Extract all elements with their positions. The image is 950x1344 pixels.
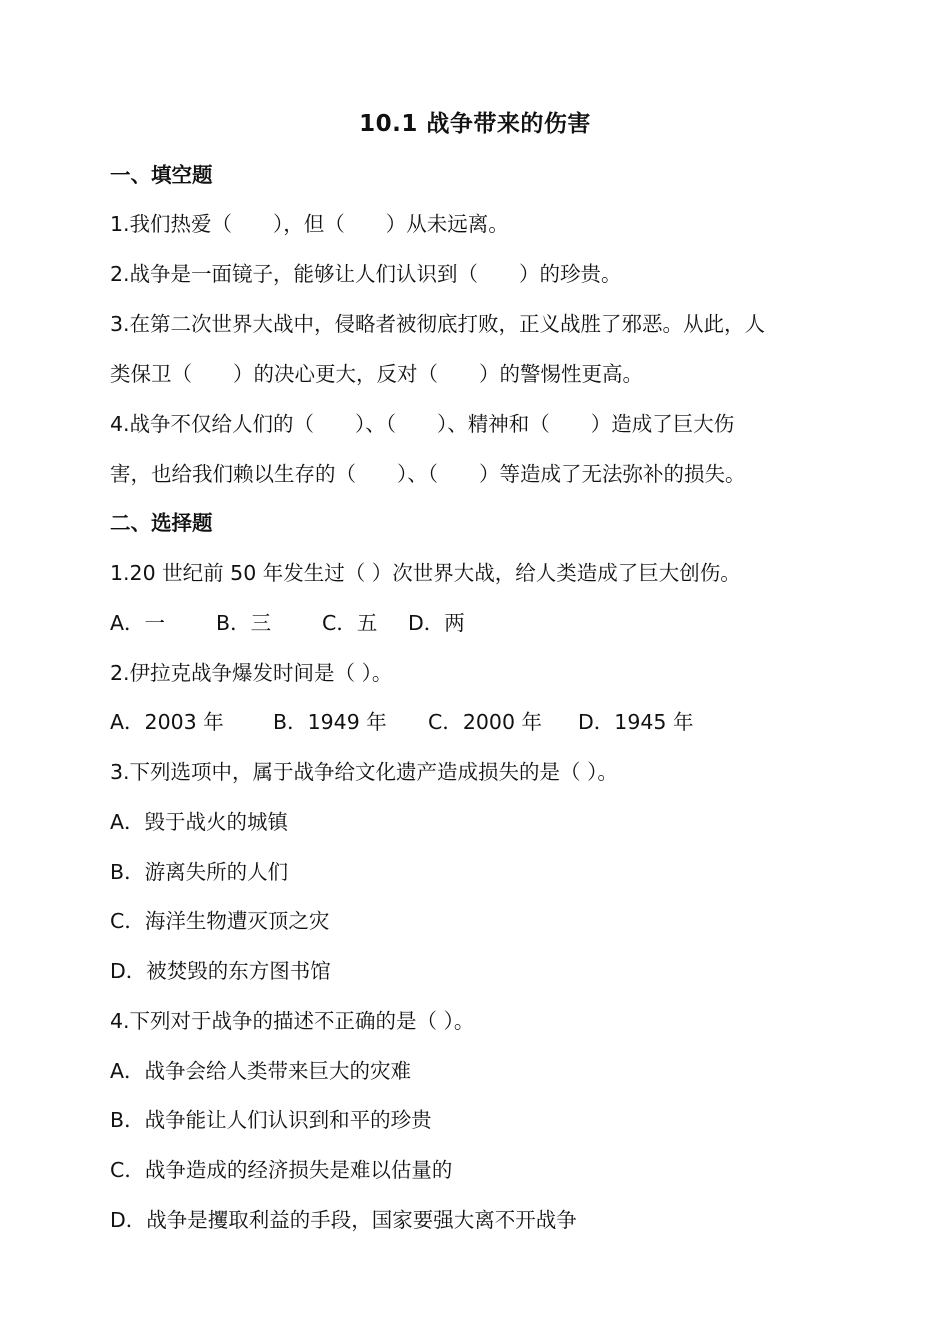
choice-question-4-option-b: B．战争能让人们认识到和平的珍贵 <box>110 1108 432 1132</box>
fill-blank-question-2: 2.战争是一面镜子，能够让人们认识到（ ）的珍贵。 <box>110 262 622 286</box>
fill-blank-question-4-line-1: 4.战争不仅给人们的（ ）、（ ）、精神和（ ）造成了巨大伤 <box>110 412 735 436</box>
fill-blank-question-3-line-2: 类保卫（ ）的决心更大，反对（ ）的警惕性更高。 <box>110 362 643 386</box>
choice-question-1-options <box>110 608 850 638</box>
choice-question-3-stem: 3.下列选项中，属于战争给文化遗产造成损失的是（ ）。 <box>110 760 618 784</box>
section-heading-fill-blank: 一、填空题 <box>110 163 213 187</box>
option-b: B．1949 年 <box>273 710 387 734</box>
choice-question-4-option-c: C．战争造成的经济损失是难以估量的 <box>110 1158 453 1182</box>
choice-question-2-options <box>110 707 850 737</box>
option-a: A．2003 年 <box>110 710 224 734</box>
choice-question-4-option-d: D．战争是攫取利益的手段，国家要强大离不开战争 <box>110 1208 577 1232</box>
choice-question-2-stem: 2.伊拉克战争爆发时间是（ ）。 <box>110 661 393 685</box>
option-b: B．三 <box>216 611 272 635</box>
fill-blank-question-1: 1.我们热爱（ ），但（ ）从未远离。 <box>110 212 509 236</box>
choice-question-4-option-a: A．战争会给人类带来巨大的灾难 <box>110 1059 412 1083</box>
option-a: A．一 <box>110 611 166 635</box>
fill-blank-question-3-line-1: 3.在第二次世界大战中，侵略者被彻底打败，正义战胜了邪恶。从此，人 <box>110 312 766 336</box>
choice-question-3-option-a: A．毁于战火的城镇 <box>110 810 289 834</box>
choice-question-4-stem: 4.下列对于战争的描述不正确的是（ ）。 <box>110 1009 475 1033</box>
option-d: D．两 <box>408 611 465 635</box>
section-heading-multiple-choice: 二、选择题 <box>110 511 213 535</box>
fill-blank-question-4-line-2: 害，也给我们赖以生存的（ ）、（ ）等造成了无法弥补的损失。 <box>110 462 746 486</box>
choice-question-3-option-b: B．游离失所的人们 <box>110 860 289 884</box>
option-c: C．五 <box>322 611 378 635</box>
choice-question-3-option-d: D．被焚毁的东方图书馆 <box>110 959 331 983</box>
option-d: D．1945 年 <box>578 710 694 734</box>
choice-question-3-option-c: C．海洋生物遭灭顶之灾 <box>110 909 330 933</box>
page-title: 10.1 战争带来的伤害 <box>359 111 591 137</box>
choice-question-1-stem: 1.20 世纪前 50 年发生过（ ）次世界大战，给人类造成了巨大创伤。 <box>110 561 741 585</box>
option-c: C．2000 年 <box>428 710 543 734</box>
